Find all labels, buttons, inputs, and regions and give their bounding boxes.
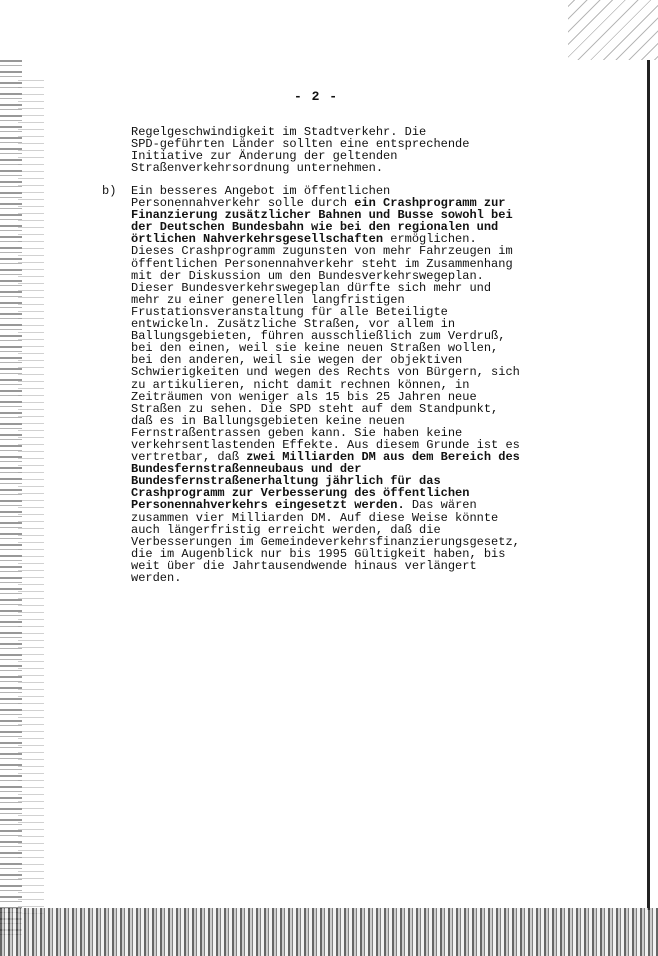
text-run: weit über die Jahrtausendwende hinaus verlängert xyxy=(131,558,477,573)
text-run: Frustationsveranstaltung für alle Beteiligte xyxy=(131,304,448,319)
text-run: Schwierigkeiten und wegen des Rechts von Bürgern, sich xyxy=(131,365,520,380)
text-run: Regelgeschwindigkeit im Stadtverkehr. Die xyxy=(131,125,427,139)
text-run: ermöglichen. xyxy=(383,232,477,247)
bold-text-run: ein Crashprogramm zur xyxy=(354,196,506,211)
scan-noise-corner xyxy=(568,0,658,60)
bold-text-run: zwei Milliarden DM aus dem Bereich des xyxy=(246,450,520,465)
text-line xyxy=(131,560,531,572)
text-line xyxy=(131,572,531,584)
text-run: Dieses Crashprogramm zugunsten von mehr Fahrzeugen im xyxy=(131,244,513,259)
bold-text-run: der Deutschen Bundesbahn wie bei den regionalen und xyxy=(131,220,499,235)
text-line xyxy=(131,162,531,174)
text-run: Straßen zu sehen. Die SPD steht auf dem Standpunkt, xyxy=(131,401,499,416)
text-run: Initiative zur Änderung der geltenden xyxy=(131,149,398,164)
paragraph-a-continuation xyxy=(131,126,531,174)
text-run: auch längerfristig erreicht werden, daß die xyxy=(131,522,441,537)
scan-noise-bottom xyxy=(0,908,658,956)
paragraph-b xyxy=(131,185,531,584)
text-run: öffentlichen Personennahverkehr steht im Zusammenhang xyxy=(131,256,513,271)
text-run: SPD-geführten Länder sollten eine entsprechende xyxy=(131,137,470,152)
text-run: Verbesserungen im Gemeindeverkehrsfinanzierungsgesetz, xyxy=(131,534,520,549)
text-run: vertretbar, daß xyxy=(131,450,247,465)
text-run: Dieser Bundesverkehrswegeplan dürfte sich mehr und xyxy=(131,280,492,295)
text-run: Ein besseres Angebot im öffentlichen xyxy=(131,184,391,198)
text-run: Das wären xyxy=(404,498,477,513)
bold-text-run: Bundesfernstraßenerhaltung jährlich für das xyxy=(131,474,441,489)
text-run: mehr zu einer generellen langfristigen xyxy=(131,292,405,307)
text-run: werden. xyxy=(131,571,182,585)
text-run: Straßenverkehrsordnung unternehmen. xyxy=(131,161,384,176)
text-run: Zeiträumen von weniger als 15 bis 25 Jahren neue xyxy=(131,389,477,404)
text-run: bei den einen, weil sie keine neuen Straßen wollen, xyxy=(131,341,499,356)
text-run: zu artikulieren, nicht damit rechnen können, in xyxy=(131,377,470,392)
text-run: verkehrsentlastenden Effekte. Aus diesem Grunde ist es xyxy=(131,437,520,452)
text-run: zusammen vier Milliarden DM. Auf diese Weise könnte xyxy=(131,510,499,525)
bold-text-run: Bundesfernstraßenneubaus und der xyxy=(131,462,362,477)
text-run: Personennahverkehr solle durch xyxy=(131,196,355,211)
bold-text-run: Personennahverkehrs eingesetzt werden. xyxy=(131,498,405,513)
text-run: die im Augenblick nur bis 1995 Gültigkeit haben, bis xyxy=(131,546,506,561)
text-run: mit der Diskussion um den Bundesverkehrswegeplan. xyxy=(131,268,484,283)
bold-text-run: Crashprogramm zur Verbesserung des öffentlichen xyxy=(131,486,470,501)
scan-noise-left-inner xyxy=(18,80,44,920)
text-run: entwickeln. Zusätzliche Straßen, vor allem in xyxy=(131,317,456,332)
list-marker-b: b) xyxy=(102,184,117,198)
scan-edge-right xyxy=(647,60,650,910)
bold-text-run: örtlichen Nahverkehrsgesellschaften xyxy=(131,232,384,247)
text-run: daß es in Ballungsgebieten keine neuen xyxy=(131,413,405,428)
text-run: Fernstraßentrassen geben kann. Sie haben keine xyxy=(131,425,463,440)
text-run: bei den anderen, weil sie wegen der objektiven xyxy=(131,353,463,368)
text-run: Ballungsgebieten, führen ausschließlich zum Verdruß, xyxy=(131,329,506,344)
bold-text-run: Finanzierung zusätzlicher Bahnen und Busse sowohl bei xyxy=(131,208,513,223)
page-number: - 2 - xyxy=(294,89,339,104)
